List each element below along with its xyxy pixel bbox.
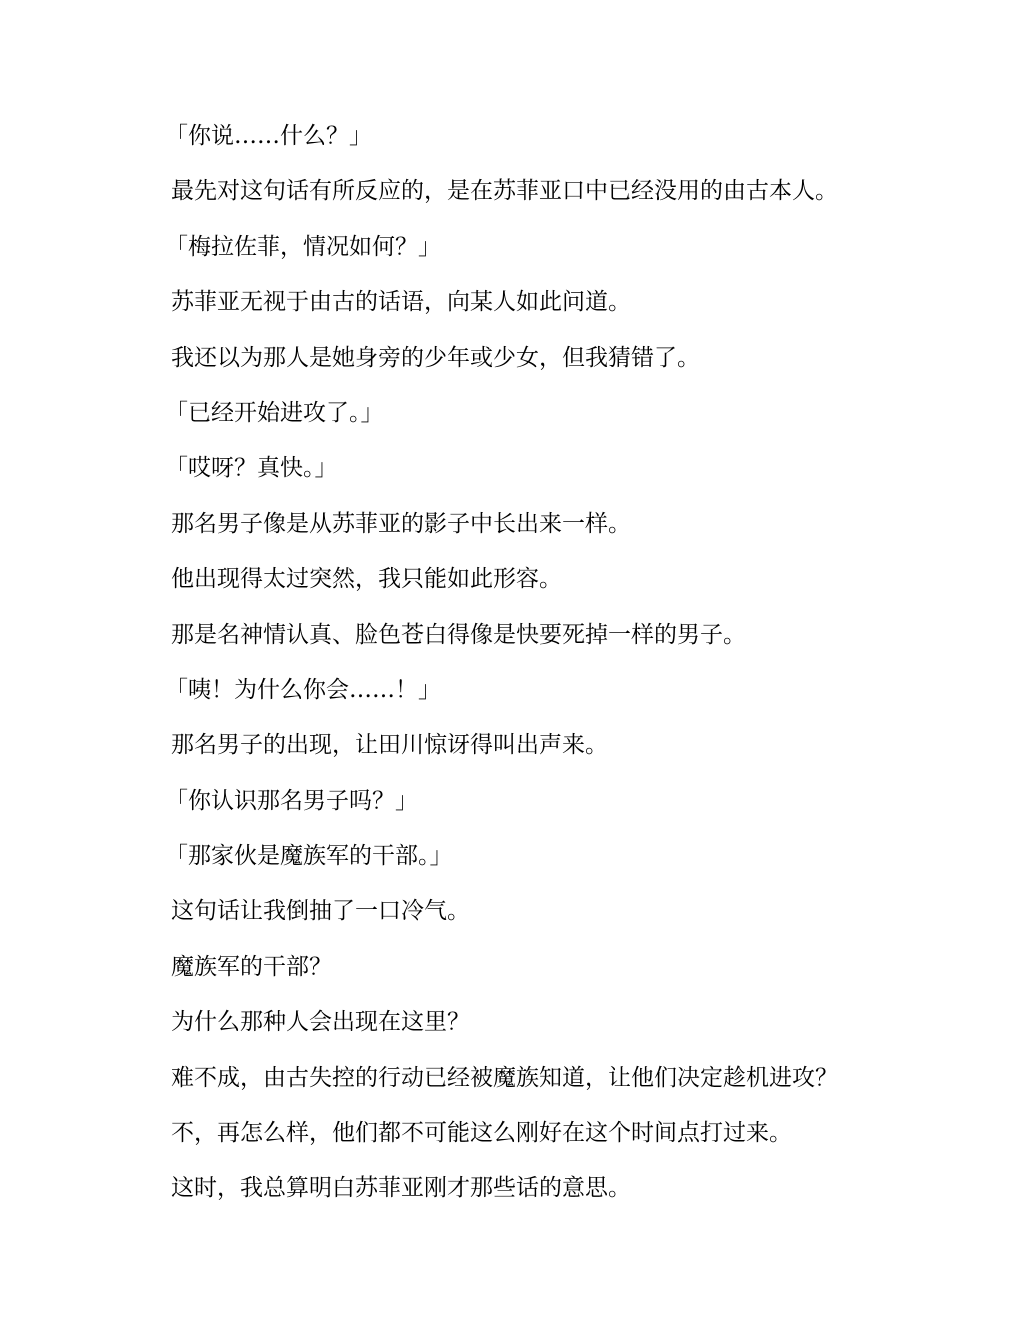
text-line: 他出现得太过突然，我只能如此形容。 bbox=[171, 566, 562, 593]
body-text bbox=[165, 116, 931, 1224]
text-line: 难不成，由古失控的行动已经被魔族知道，让他们决定趁机进攻？ bbox=[171, 1064, 838, 1091]
text-line: 那名男子像是从苏菲亚的影子中长出来一样。 bbox=[171, 510, 631, 537]
text-line: 「哎呀？真快。」 bbox=[165, 455, 338, 482]
text-line: 「你说……什么？」 bbox=[165, 123, 372, 149]
text-line: 苏菲亚无视于由古的话语，向某人如此问道。 bbox=[171, 289, 631, 316]
text-line: 最先对这句话有所反应的，是在苏菲亚口中已经没用的由古本人。 bbox=[171, 178, 838, 205]
text-line: 那名男子的出现，让田川惊讶得叫出声来。 bbox=[171, 732, 608, 759]
text-line: 「咦！为什么你会……！」 bbox=[165, 676, 441, 703]
text-line: 为什么那种人会出现在这里？ bbox=[171, 1009, 470, 1036]
text-line: 这时，我总算明白苏菲亚刚才那些话的意思。 bbox=[171, 1175, 631, 1202]
text-line: 魔族军的干部？ bbox=[171, 953, 332, 980]
text-line: 「你认识那名男子吗？」 bbox=[165, 787, 418, 814]
text-line: 「已经开始进攻了。」 bbox=[165, 399, 384, 426]
text-line: 不，再怎么样，他们都不可能这么刚好在这个时间点打过来。 bbox=[171, 1120, 792, 1147]
text-line: 「那家伙是魔族军的干部。」 bbox=[165, 843, 453, 870]
text-line: 这句话让我倒抽了一口冷气。 bbox=[171, 898, 470, 925]
text-line: 我还以为那人是她身旁的少年或少女，但我猜错了。 bbox=[171, 344, 700, 371]
text-line: 「梅拉佐菲，情况如何？」 bbox=[165, 233, 441, 260]
text-line: 那是名神情认真、脸色苍白得像是快要死掉一样的男子。 bbox=[171, 621, 746, 648]
